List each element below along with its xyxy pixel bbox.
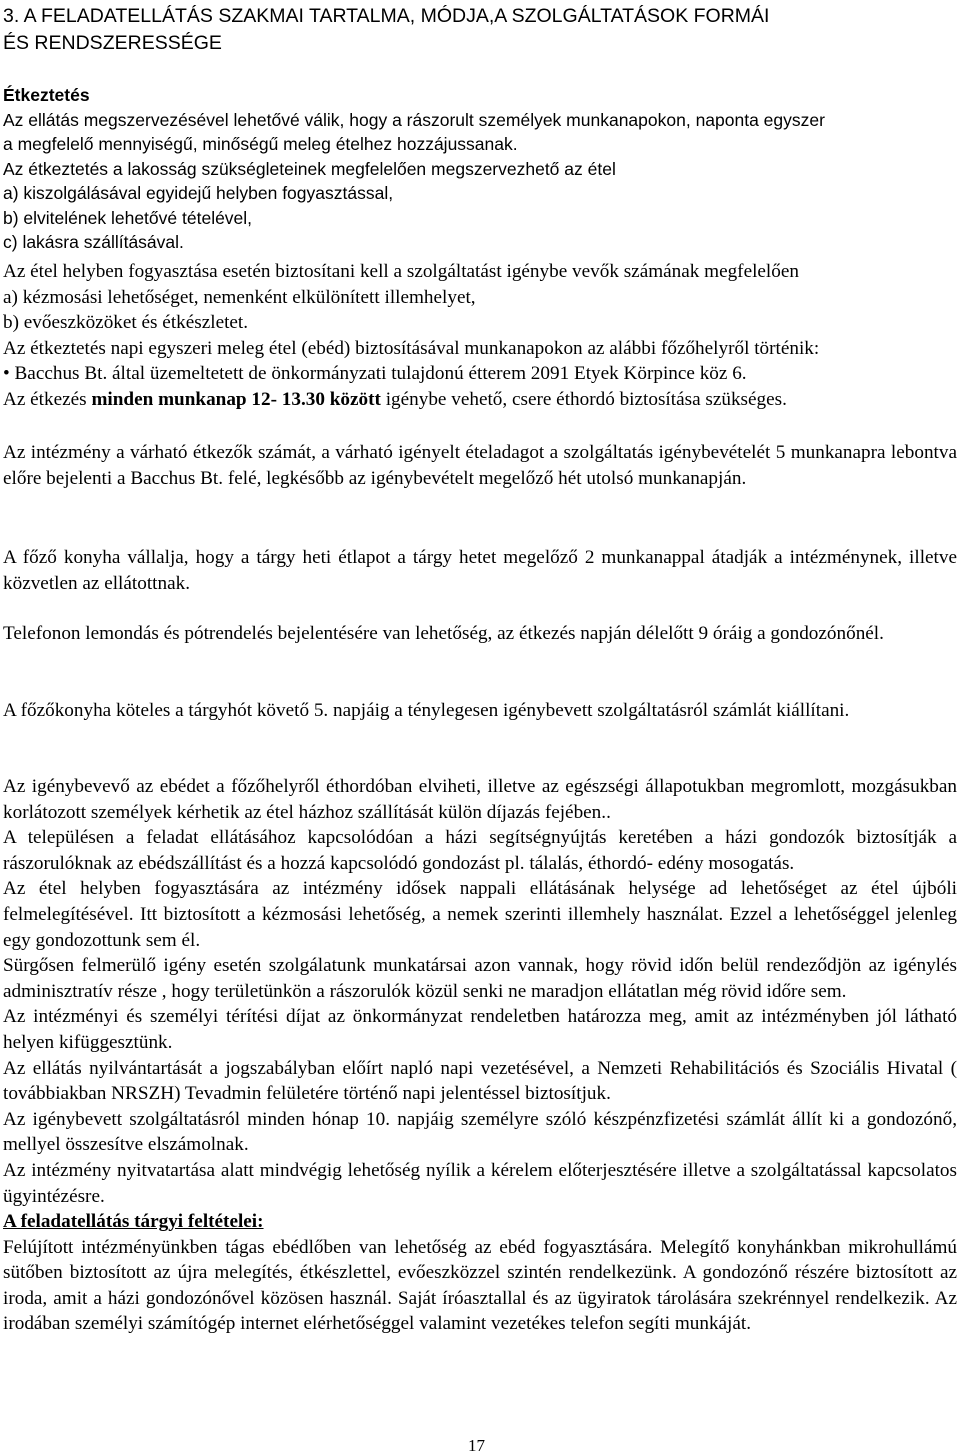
serving-line: Az étel helyben fogyasztása esetén biztosítani kell a szolgáltatást igénybe vevők számának megfelelően [3,261,799,282]
subsection-title: A feladatellátás tárgyi feltételei: [3,1211,264,1233]
etkeztetes-line: a) kiszolgálásával egyidejű helyben fogyasztással, [3,183,394,203]
paragraph-orders: Az intézmény a várható étkezők számát, a várható igényelt ételadagot a szolgáltatás igénybevételét 5 munkanapra lebontva előre bejelenti a Bacchus Bt. felé, legkésőbb az igénybevételt megelőző hét utolsó munkanapján. [3,442,957,489]
etkeztetes-line: c) lakásra szállításával. [3,232,184,252]
page-number: 17 [468,1436,485,1455]
paragraph-opening: Az intézmény nyitvatartása alatt mindvégig lehetőség nyílik a kérelem előterjesztésére illetve a szolgáltatással kapcsolatos ügyintézésre. [3,1159,957,1207]
paragraph-menu: A főző konyha vállalja, hogy a tárgy heti étlapot a tárgy hetet megelőző 2 munkanappal átadják a intézménynek, illetve közvetlen az ellátottnak. [3,547,957,594]
serving-line: b) evőeszközöket és étkészletet. [3,312,249,334]
kitchen-address-bullet: • Bacchus Bt. által üzemeltetett de önkormányzati tulajdonú étterem 2091 Etyek Körpince köz 6. [3,363,747,385]
meal-time-emphasis: minden munkanap 12- 13.30 között [91,388,381,410]
etkeztetes-title: Étkeztetés [3,85,90,105]
paragraph-urgent: Sürgősen felmerülő igény esetén szolgálatunk munkatársai azon vannak, hogy rövid időn belül rendeződjön az igénylés adminisztratív része , hogy területünkön a rászorulók közül senki ne maradjon ellátatlan még rövid időre sem. [3,955,957,1002]
paragraph-group [3,774,957,1337]
etkeztetes-line: Az ellátás megszervezésével lehetővé válik, hogy a rászorult személyek munkanapokon, naponta egyszer [3,109,825,130]
paragraph-records: Az ellátás nyilvántartását a jogszabályban előírt napló napi vezetésével, a Nemzeti Rehabilitációs és Szociális Hivatal ( továbbiakban NRSZH) Tevadmin felületére történő napi jelentéssel biztosítjuk. [3,1057,957,1105]
meal-time-line: Az étkezés minden munkanap 12- 13.30 között igénybe vehető, csere éthordó biztosítása szükséges. [3,388,787,410]
etkeztetes-line: b) elvitelének lehetővé tételével, [3,207,253,228]
etkeztetes-line: Az étkeztetés a lakosság szükségleteinek megfelelően megszervezhető az étel [3,158,616,179]
etkeztetes-section [3,83,957,255]
paragraph-delivery: Az igénybevevő az ebédet a főzőhelyről éthordóban elviheti, illetve az egészségi állapotukban megromlott, mozgásukban korlátozott személyek kérhetik az étel házhoz szállítását külön díjazás fejében.. [3,776,957,823]
paragraph-facilities: Felújított intézményünkben tágas ebédlőben van lehetőség az ebéd fogyasztására. Melegítő konyhánkban mikrohullámú sütőben biztosított az újra melegítés, étkészlettel, evőeszközzel szintén rendelkezünk. A gondozónő részére biztosított az iroda, amit a házi gondozónővel közösen használ. Saját íróasztallal és az ügyiratok tárolására szekrénnyel rendelkezik. Az irodában személyi számítógép internet elérhetőséggel valamint vezetékes telefon segíti munkáját. [3,1236,957,1335]
serving-conditions [3,259,957,413]
paragraph-phone: Telefonon lemondás és pótrendelés bejelentésére van lehetőség, az étkezés napján délelőtt 9 óráig a gondozónőnél. [3,623,884,644]
serving-line: a) kézmosási lehetőséget, nemenként elkülönített illemhelyet, [3,286,476,308]
section-heading [3,3,957,57]
section-heading-line1: 3. A FELADATELLÁTÁS SZAKMAI TARTALMA, MÓDJA,A SZOLGÁLTATÁSOK FORMÁI [3,5,770,27]
paragraph-billing: Az igénybevett szolgáltatásról minden hónap 10. napjáig személyre szóló készpénzfizetési számlát állít ki a gondozónő, mellyel összesítve elszámolnak. [3,1108,957,1156]
etkeztetes-line: a megfelelő mennyiségű, minőségű meleg ételhez hozzájussanak. [3,134,518,154]
serving-line: Az étkeztetés napi egyszeri meleg étel (ebéd) biztosításával munkanapokon az alábbi főzőhelyről történik: [3,337,820,359]
paragraph-home-care: A településen a feladat ellátásához kapcsolódóan a házi segítségnyújtás keretében a házi gondozók biztosítják a rászorulóknak az ebédszállítást és a hozzá kapcsolódó gondozást pl. tálalás, éthordó- edény mosogatás. [3,827,957,874]
paragraph-invoice: A főzőkonyha köteles a tárgyhót követő 5. napjáig a ténylegesen igénybevett szolgáltatásról számlát kiállítani. [3,700,850,721]
section-heading-line2: ÉS RENDSZERESSÉGE [3,32,222,54]
paragraph-on-site: Az étel helyben fogyasztására az intézmény idősek nappali ellátásának helysége ad lehetőséget az étel újbóli felmelegítésével. Itt biztosított a kézmosási lehetőség, a nemek szerinti illemhely használat. Ezzel a lehetőséggel jelenleg egy gondozottunk sem él. [3,878,957,951]
paragraph-fees: Az intézményi és személyi térítési díjat az önkormányzat rendeletben határozza meg, amit az intézményben jól látható helyen kifüggesztünk. [3,1006,957,1053]
